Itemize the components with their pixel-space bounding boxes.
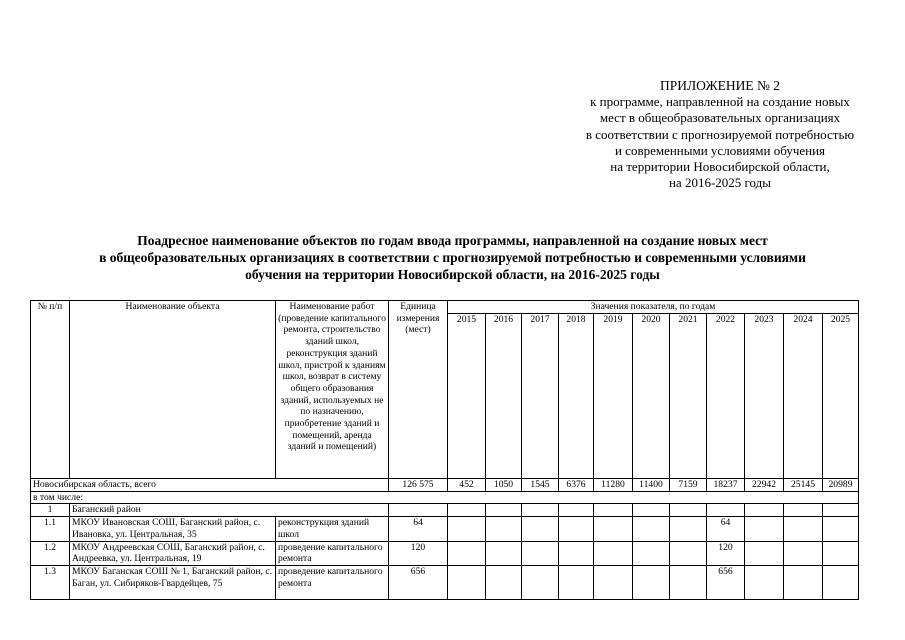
row-value [448, 565, 486, 599]
row-value [448, 517, 486, 541]
appendix-block [540, 78, 900, 191]
row-object: МКОУ Ивановская СОШ, Баганский район, с. Ивановка, ул. Центральная, 35 [70, 517, 276, 541]
row-value [633, 517, 670, 541]
total-value: 1050 [486, 479, 522, 492]
total-value: 1545 [522, 479, 559, 492]
header-values: Значения показателя, по годам [448, 301, 859, 314]
header-year: 2025 [823, 314, 859, 479]
header-year: 2024 [784, 314, 823, 479]
row-value [559, 541, 594, 565]
total-value: 7159 [670, 479, 707, 492]
appendix-line: в соответствии с прогнозируемой потребностью [585, 126, 855, 142]
table-row [31, 541, 859, 565]
row-value [486, 517, 522, 541]
row-value [745, 517, 784, 541]
header-year: 2015 [448, 314, 486, 479]
total-value: 6376 [559, 479, 594, 492]
row-works: проведение капитального ремонта [276, 541, 389, 565]
row-value [594, 517, 633, 541]
row-object: МКОУ Андреевская СОШ, Баганский район, с. Андреевка, ул. Центральная, 19 [70, 541, 276, 565]
row-num: 1.1 [31, 517, 70, 541]
total-value: 11400 [633, 479, 670, 492]
header-year: 2023 [745, 314, 784, 479]
including-label: в том числе: [31, 491, 859, 504]
empty-cell [707, 504, 745, 517]
empty-cell [670, 504, 707, 517]
objects-table [30, 300, 859, 600]
row-value [448, 541, 486, 565]
row-unit: 656 [389, 565, 448, 599]
row-value [823, 565, 859, 599]
empty-cell [633, 504, 670, 517]
empty-cell [389, 504, 448, 517]
row-works: проведение капитального ремонта [276, 565, 389, 599]
total-label: Новосибирская область, всего [31, 479, 389, 492]
row-value [522, 541, 559, 565]
row-unit: 120 [389, 541, 448, 565]
empty-cell [522, 504, 559, 517]
district-num: 1 [31, 504, 70, 517]
row-value [633, 565, 670, 599]
row-value [559, 565, 594, 599]
header-object: Наименование объекта [70, 301, 276, 479]
empty-cell [745, 504, 784, 517]
header-works: Наименование работ (проведение капитального ремонта, строительство зданий школ, реконструкция зданий школ, пристрой к зданиям школ, возврат в систему общего образования зданий, используемых не по назначению, приобретение зданий и помещений, аренда зданий и помещений) [276, 301, 389, 479]
row-value [745, 565, 784, 599]
row-num: 1.2 [31, 541, 70, 565]
heading-line: обучения на территории Новосибирской области, на 2016-2025 годы [245, 267, 660, 283]
header-year: 2022 [707, 314, 745, 479]
row-works: реконструкция зданий школ [276, 517, 389, 541]
total-row [31, 479, 859, 492]
row-value: 120 [707, 541, 745, 565]
header-year: 2019 [594, 314, 633, 479]
total-value: 11280 [594, 479, 633, 492]
row-object: МКОУ Баганская СОШ № 1, Баганский район, с. Баган, ул. Сибиряков-Гвардейцев, 75 [70, 565, 276, 599]
header-year: 2017 [522, 314, 559, 479]
district-row [31, 504, 859, 517]
row-value: 64 [707, 517, 745, 541]
row-value [670, 541, 707, 565]
row-value [670, 517, 707, 541]
row-value [633, 541, 670, 565]
appendix-line: и современными условиями обучения [614, 142, 826, 158]
row-value [594, 565, 633, 599]
row-value [745, 541, 784, 565]
empty-cell [823, 504, 859, 517]
row-value [486, 565, 522, 599]
total-unit: 126 575 [389, 479, 448, 492]
total-value: 20989 [823, 479, 859, 492]
appendix-line: на 2016-2025 годы [668, 175, 772, 191]
row-value [784, 541, 823, 565]
total-value: 18237 [707, 479, 745, 492]
empty-cell [448, 504, 486, 517]
district-name: Баганский район [70, 504, 389, 517]
row-value [823, 541, 859, 565]
document-heading [20, 232, 885, 284]
row-value [559, 517, 594, 541]
row-unit: 64 [389, 517, 448, 541]
appendix-line: на территории Новосибирской области, [610, 159, 830, 175]
row-value: 656 [707, 565, 745, 599]
header-unit: Единица измерения (мест) [389, 301, 448, 479]
table-row [31, 517, 859, 541]
total-value: 452 [448, 479, 486, 492]
appendix-line: мест в общеобразовательных организациях [599, 110, 841, 126]
header-row [31, 301, 859, 314]
row-value [670, 565, 707, 599]
total-value: 25145 [784, 479, 823, 492]
row-value [486, 541, 522, 565]
row-value [522, 565, 559, 599]
row-value [823, 517, 859, 541]
empty-cell [594, 504, 633, 517]
header-year: 2016 [486, 314, 522, 479]
including-row [31, 491, 859, 504]
empty-cell [784, 504, 823, 517]
row-value [784, 565, 823, 599]
header-num: № п/п [31, 301, 70, 479]
total-value: 22942 [745, 479, 784, 492]
header-year: 2018 [559, 314, 594, 479]
appendix-title: ПРИЛОЖЕНИЕ № 2 [659, 78, 781, 93]
empty-cell [559, 504, 594, 517]
empty-cell [486, 504, 522, 517]
table-row [31, 565, 859, 599]
heading-line: в общеобразовательных организациях в соответствии с прогнозируемой потребностью и современными условиями [99, 250, 806, 266]
row-value [522, 517, 559, 541]
header-year: 2021 [670, 314, 707, 479]
heading-line: Поадресное наименование объектов по годам ввода программы, направленной на создание новых мест [137, 233, 768, 248]
row-num: 1.3 [31, 565, 70, 599]
row-value [594, 541, 633, 565]
header-year: 2020 [633, 314, 670, 479]
appendix-line: к программе, направленной на создание новых [590, 94, 850, 110]
row-value [784, 517, 823, 541]
